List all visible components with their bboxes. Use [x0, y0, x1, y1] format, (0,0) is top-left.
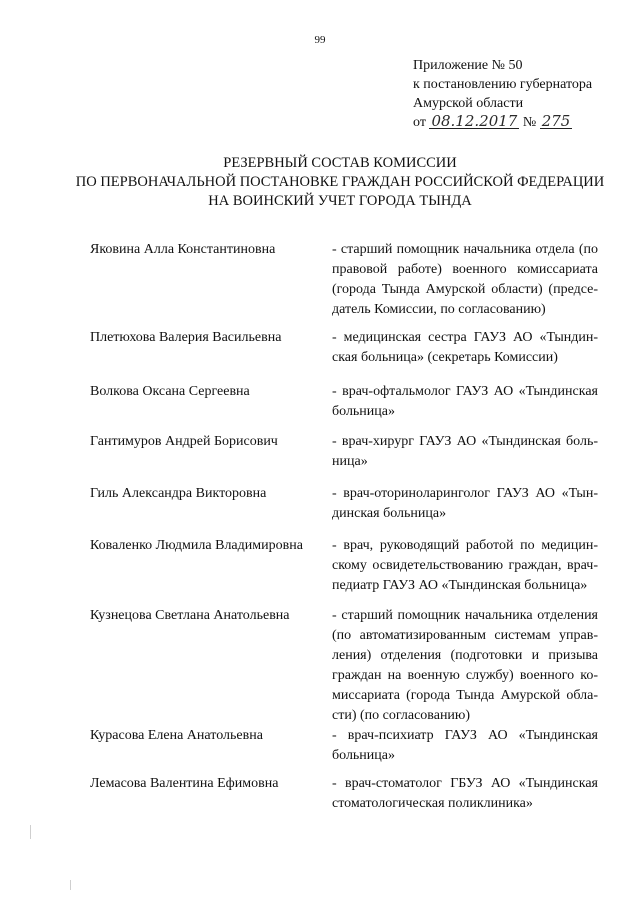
member-name: Гиль Александра Викторовна: [90, 486, 267, 501]
member-role: [332, 606, 598, 726]
member-role: [332, 240, 598, 320]
member-role: [332, 536, 598, 596]
annex-reference: к постановлению губернатора: [413, 77, 593, 92]
member-name: Лемасова Валентина Ефимовна: [90, 776, 279, 791]
member-role-line: педиатр ГАУЗ АО «Тындинская больница»: [332, 578, 588, 593]
member-role-line: (города Тында Амурской области) (предсе-: [332, 282, 598, 297]
member-role-line: ления) отделения (подготовки и призыва: [332, 648, 598, 663]
member-role-line: (по автоматизированным системам управ-: [332, 628, 598, 643]
member-name: Курасова Елена Анатольевна: [90, 728, 263, 743]
member-name: Яковина Алла Константиновна: [90, 242, 276, 257]
member-role-line: - врач-оториноларинголог ГАУЗ АО «Тын-: [332, 486, 598, 501]
handwritten-date: 08.12.2017: [431, 112, 518, 130]
title-line-3: НА ВОИНСКИЙ УЧЕТ ГОРОДА ТЫНДА: [208, 193, 472, 209]
member-role-line: скому освидетельствованию граждан, врач-: [332, 558, 598, 573]
member-name: Кузнецова Светлана Анатольевна: [90, 608, 290, 623]
member-role-line: сти) (по согласованию): [332, 708, 471, 723]
scan-artifact: [70, 880, 71, 890]
title-line-2: ПО ПЕРВОНАЧАЛЬНОЙ ПОСТАНОВКЕ ГРАЖДАН РОССИЙСКОЙ ФЕДЕРАЦИИ: [75, 174, 605, 190]
member-role: [332, 484, 598, 524]
member-role-line: - врач-офтальмолог ГАУЗ АО «Тындинская: [332, 384, 598, 399]
number-prefix: №: [522, 115, 537, 130]
member-role-line: граждан на военную службу) военного ко-: [332, 668, 598, 683]
member-role-line: - врач-стоматолог ГБУЗ АО «Тындинская: [332, 776, 598, 791]
member-role-line: правовой работе) военного комиссариата: [332, 262, 598, 277]
annex-region: Амурской области: [413, 96, 524, 111]
member-name: Коваленко Людмила Владимировна: [90, 538, 303, 553]
member-role-line: - врач-психиатр ГАУЗ АО «Тындинская: [332, 728, 598, 743]
member-name: Волкова Оксана Сергеевна: [90, 384, 250, 399]
handwritten-number: 275: [541, 112, 571, 130]
member-role-line: ница»: [332, 454, 368, 469]
annex-title: Приложение № 50: [413, 58, 523, 73]
member-role-line: динская больница»: [332, 506, 447, 521]
member-name: Плетюхова Валерия Васильевна: [90, 330, 282, 345]
page-number: 99: [314, 34, 326, 46]
member-role: [332, 382, 598, 422]
member-role-line: ская больница» (секретарь Комиссии): [332, 350, 558, 365]
member-role-line: стоматологическая поликлиника»: [332, 796, 533, 811]
member-name: Гантимуров Андрей Борисович: [90, 434, 278, 449]
scan-artifact: [30, 825, 31, 839]
member-role-line: больница»: [332, 748, 395, 763]
member-role-line: - старший помощник начальника отделения: [332, 608, 598, 623]
member-role-line: - медицинская сестра ГАУЗ АО «Тындин-: [332, 330, 598, 345]
member-role: [332, 726, 598, 766]
annex-header: [413, 56, 628, 132]
member-role-line: - старший помощник начальника отдела (по: [332, 242, 598, 257]
annex-date-number-line: [413, 113, 628, 132]
document-title: [40, 154, 640, 211]
member-role-line: - врач-хирург ГАУЗ АО «Тындинская боль-: [332, 434, 598, 449]
title-line-1: РЕЗЕРВНЫЙ СОСТАВ КОМИССИИ: [223, 155, 457, 171]
member-role: [332, 328, 598, 368]
member-role: [332, 432, 598, 472]
date-prefix: от: [413, 115, 426, 130]
member-role-line: миссариата (города Тында Амурской обла-: [332, 688, 598, 703]
member-role-line: датель Комиссии, по согласованию): [332, 302, 546, 317]
member-role-line: больница»: [332, 404, 395, 419]
member-role: [332, 774, 598, 814]
member-role-line: - врач, руководящий работой по медицин-: [332, 538, 598, 553]
